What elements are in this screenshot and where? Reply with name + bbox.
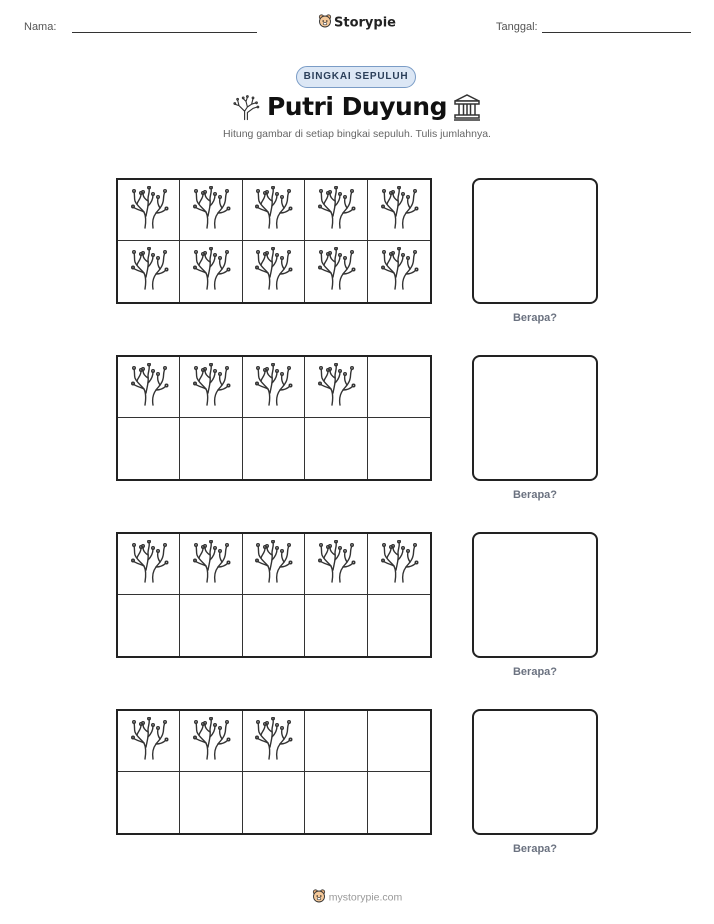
frame-cell-empty (368, 357, 430, 418)
coral-icon (191, 540, 231, 589)
coral-icon (253, 717, 293, 766)
frame-cell-filled (118, 180, 180, 241)
frame-cell-filled (243, 357, 305, 418)
frame-cell-filled (305, 357, 367, 418)
name-label: Nama: (24, 21, 57, 33)
coral-icon (316, 247, 356, 296)
frame-cell-filled (180, 357, 242, 418)
frame-cell-empty (243, 418, 305, 479)
frame-cell-empty (368, 711, 430, 772)
instructions: Hitung gambar di setiap bingkai sepuluh. Tulis jumlahnya. (223, 128, 491, 140)
temple-icon (452, 92, 482, 127)
date-field[interactable] (542, 32, 691, 33)
frame-cell-empty (305, 418, 367, 479)
answer-box[interactable] (472, 532, 598, 658)
coral-icon (253, 247, 293, 296)
coral-icon (191, 717, 231, 766)
frame-cell-filled (368, 241, 430, 302)
answer-prompt: Berapa? (512, 489, 558, 501)
frame-cell-filled (305, 241, 367, 302)
coral-icon (191, 186, 231, 235)
frame-cell-filled (368, 180, 430, 241)
coral-icon (316, 540, 356, 589)
frame-cell-filled (368, 534, 430, 595)
date-label: Tanggal: (496, 21, 538, 33)
frame-cell-filled (180, 180, 242, 241)
frame-cell-filled (243, 711, 305, 772)
frame-cell-empty (368, 772, 430, 833)
page-title: Putri Duyung (266, 92, 447, 121)
frame-cell-filled (243, 534, 305, 595)
answer-box[interactable] (472, 178, 598, 304)
frame-cell-empty (243, 772, 305, 833)
frame-cell-empty (180, 772, 242, 833)
frame-cell-empty (305, 772, 367, 833)
bear-logo-icon (318, 13, 332, 33)
coral-icon (316, 363, 356, 412)
frame-cell-empty (243, 595, 305, 656)
answer-prompt: Berapa? (512, 666, 558, 678)
frame-cell-empty (305, 595, 367, 656)
frame-cell-empty (180, 418, 242, 479)
frame-cell-filled (118, 241, 180, 302)
frame-cell-empty (305, 711, 367, 772)
frame-cell-empty (368, 418, 430, 479)
ten-frame (116, 355, 432, 481)
brand-name: Storypie (334, 15, 396, 31)
coral-icon (379, 247, 419, 296)
coral-icon (191, 247, 231, 296)
ten-frame (116, 709, 432, 835)
ten-frame (116, 532, 432, 658)
coral-icon (253, 186, 293, 235)
frame-cell-empty (180, 595, 242, 656)
frame-cell-empty (118, 418, 180, 479)
frame-cell-filled (305, 180, 367, 241)
coral-icon (379, 186, 419, 235)
frame-cell-filled (243, 241, 305, 302)
answer-box[interactable] (472, 709, 598, 835)
coral-icon (129, 717, 169, 766)
footer-url: mystorypie.com (328, 891, 403, 904)
answer-prompt: Berapa? (512, 312, 558, 324)
answer-prompt: Berapa? (512, 843, 558, 855)
frame-cell-filled (243, 180, 305, 241)
coral-icon (129, 363, 169, 412)
worksheet-badge: BINGKAI SEPULUH (296, 66, 416, 88)
coral-icon (129, 247, 169, 296)
frame-cell-filled (118, 357, 180, 418)
frame-cell-empty (368, 595, 430, 656)
answer-box[interactable] (472, 355, 598, 481)
brand-logo (0, 13, 714, 33)
bear-logo-icon (312, 888, 326, 907)
coral-icon (253, 363, 293, 412)
coral-icon (191, 363, 231, 412)
coral-icon (316, 186, 356, 235)
ten-frame (116, 178, 432, 304)
frame-cell-empty (118, 772, 180, 833)
frame-cell-filled (180, 534, 242, 595)
coral-icon (379, 540, 419, 589)
frame-cell-filled (180, 711, 242, 772)
frame-cell-filled (118, 534, 180, 595)
frame-cell-filled (180, 241, 242, 302)
frame-cell-filled (118, 711, 180, 772)
coral-icon (253, 540, 293, 589)
footer (0, 888, 714, 907)
coral-icon (129, 186, 169, 235)
frame-cell-filled (305, 534, 367, 595)
frame-cell-empty (118, 595, 180, 656)
coral-icon (129, 540, 169, 589)
